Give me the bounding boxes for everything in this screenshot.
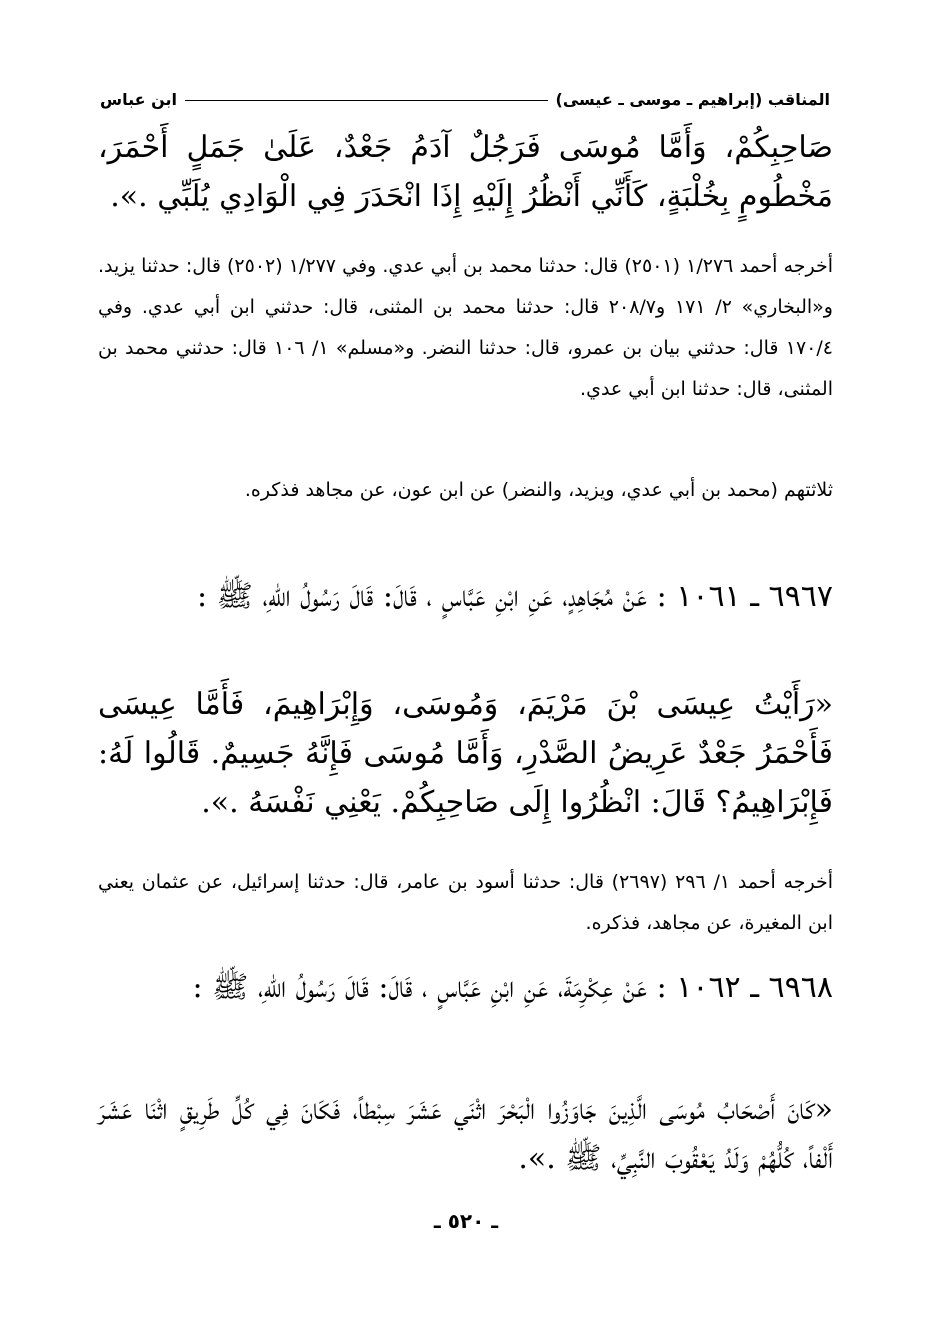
takhrij-paragraph: أخرجه أحمد ١/٢٧٦ (٢٥٠١) قال: حدثنا محمد بن أبي عدي. وفي ١/٢٧٧ (٢٥٠٢) قال: حدثنا يزيد. و«البخاري» ٢/ ١٧١ و٢٠٨/٧ قال: حدثنا محمد بن المثنى، قال: حدثني ابن أبي عدي. وفي ١٧٠/٤ قال: حدثني بيان بن عمرو، قال: حدثنا النضر. و«مسلم» ١/ ١٠٦ قال: حدثني محمد بن المثنى، قال: حدثنا ابن أبي عدي. xyxy=(98,255,834,400)
page-number: ـ ٥٢٠ ـ xyxy=(433,1209,499,1233)
header-narrator: ابن عباس xyxy=(100,89,178,109)
hadith-6968-text: «كَانَ أَصْحَابُ مُوسَى الَّذِينَ جَاوَزُوا الْبَحْرَ اثْنَي عَشَرَ سِبْطاً، فَكَانَ فِي كُلِّ طَرِيقٍ اثْنَا عَشَرَ أَلْفاً، كُلُّهُمْ وَلَدُ يَعْقُوبَ النَّبِيِّ، ﷺ .». xyxy=(98,1092,833,1176)
hadith-6967-text: «رَأَيْتُ عِيسَى بْنَ مَرْيَمَ، وَمُوسَى، وَإِبْرَاهِيمَ، فَأَمَّا عِيسَى فَأَحْمَرُ جَعْدٌ عَرِيضُ الصَّدْرِ، وَأَمَّا مُوسَى فَإِنَّهُ جَسِيمٌ. قَالُوا لَهُ: فَإِبْرَاهِيمُ؟ قَالَ: انْظُرُوا إِلَى صَاحِبِكُمْ. يَعْنِي نَفْسَهُ .». xyxy=(98,687,833,820)
takhrij-summary: ثلاثتهم (محمد بن أبي عدي، ويزيد، والنضر) عن ابن عون، عن مجاهد فذكره. xyxy=(244,479,833,501)
hadith-6968-heading: ٦٩٦٨ ـ ١٠٦٢ : عَنْ عِكْرِمَةَ، عَنِ ابْنِ عَبَّاسٍ ، قَالَ: قَالَ رَسُولُ اللّٰهِ، ﷺ : xyxy=(192,970,833,1005)
hadith-6967-takhrij: أخرجه أحمد ١/ ٢٩٦ (٢٦٩٧) قال: حدثنا أسود بن عامر، قال: حدثنا إسرائيل، عن عثمان يعني ابن المغيرة، عن مجاهد، فذكره. xyxy=(98,871,834,934)
header-rule xyxy=(185,100,548,101)
hadith-continuation: صَاحِبِكُمْ، وَأَمَّا مُوسَى فَرَجُلٌ آدَمُ جَعْدٌ، عَلَىٰ جَمَلٍ أَحْمَرَ، مَخْطُومٍ بِخُلْبَةٍ، كَأَنِّي أَنْظُرُ إِلَيْهِ إِذَا انْحَدَرَ فِي الْوَادِي يُلَبِّي .». xyxy=(98,130,833,214)
running-header xyxy=(100,86,830,112)
hadith-6967-heading: ٦٩٦٧ ـ ١٠٦١ : عَنْ مُجَاهِدٍ، عَنِ ابْنِ عَبَّاسٍ ، قَالَ: قَالَ رَسُولُ اللّٰهِ، ﷺ : xyxy=(196,579,833,614)
header-chapter-title: المناقب (إبراهيم ـ موسى ـ عيسى) xyxy=(555,89,830,109)
